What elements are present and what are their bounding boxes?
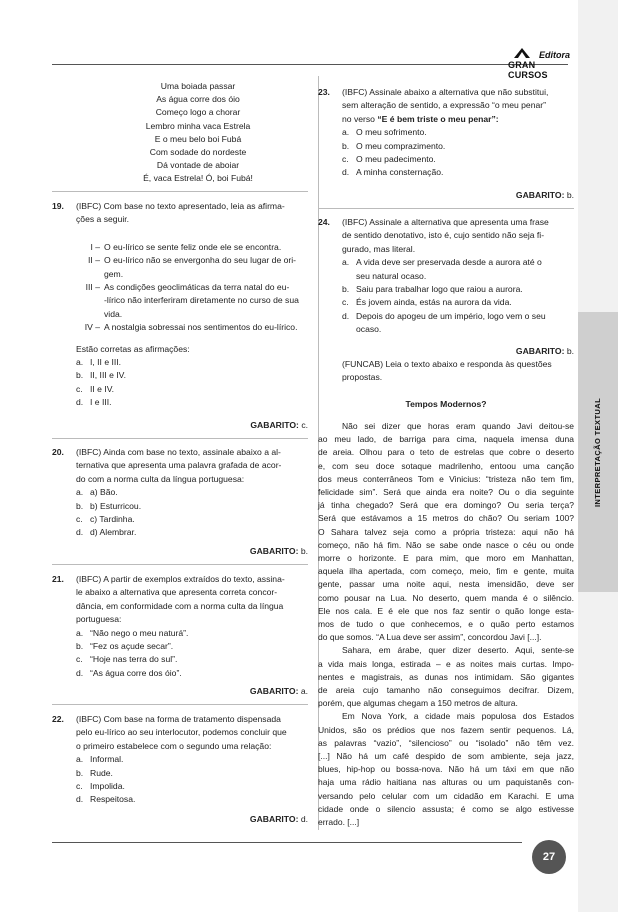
answer-option: b. “Fez os açude secar”.: [76, 641, 174, 652]
question-text: o primeiro estabelece com o segundo uma relação:: [76, 740, 272, 751]
answer-option: d. Depois do apogeu de um império, logo vem o seu ocaso.: [342, 310, 546, 335]
answer-option: c. O meu padecimento.: [342, 154, 436, 165]
question-text: no verso “E é bem triste o meu penar”:: [342, 113, 499, 124]
publisher-logo: [508, 46, 572, 80]
article-line: Não sei dizer que horas eram quando Javi deitou-se: [342, 421, 574, 431]
question-number: 22.: [52, 714, 64, 724]
answer-option: b. II, III e IV.: [76, 370, 126, 381]
question-text: sem alteração de sentido, a expressão “o meu penar”: [342, 100, 546, 111]
article-line: cidade onde o silencio assusta; é como se algo estivesse: [318, 803, 574, 814]
separator: [52, 564, 308, 565]
article-line: blues, hip-hop ou bossa-nova. Não há um táxi em que não: [318, 764, 574, 775]
question-text: (IBFC) Assinale a alternativa que apresenta uma frase: [342, 217, 549, 227]
separator: [52, 704, 308, 705]
brand-top: Editora: [538, 50, 570, 60]
answer-option: d. A minha consternação.: [342, 167, 444, 178]
question-text: (IBFC) Com base na forma de tratamento dispensada: [76, 714, 281, 724]
article-line: Em Nova York, a cidade mais populosa dos Estados: [342, 711, 574, 722]
statement-item: III – As condições geoclimáticas da terra natal do eu- -lírico não interferiram diretamente no curso de sua vida.: [85, 282, 299, 319]
answer-option: c. Impolida.: [76, 781, 125, 792]
question-text: dância, em conformidade com a norma culta da língua: [76, 600, 284, 611]
article-line: Unidos, são os prédios que nos fazem sentir pequenos. Lá,: [318, 724, 574, 735]
answer-option: a. a) Bão.: [76, 487, 118, 498]
poem-line: Com sodade do nordeste: [149, 147, 247, 158]
article-line: nentes e magistrais, as dunas nos intimidam. São gigantes: [318, 671, 574, 682]
question-number: 24.: [318, 217, 330, 227]
question-text: (IBFC) Com base no texto apresentado, leia as afirma-: [76, 201, 285, 211]
sidebar-section-label: INTERPRETAÇÃO TEXTUAL: [593, 397, 603, 507]
article-line: de areia cujo tamanho não conseguimos decifrar. Dizem,: [318, 685, 574, 696]
instructions: (FUNCAB) Leia o texto abaixo e responda às questões propostas.: [342, 359, 552, 383]
sidebar-tab: [578, 0, 618, 312]
answer-key: GABARITO: b.: [515, 190, 574, 200]
answer-option: c. c) Tardinha.: [76, 514, 135, 525]
separator: [52, 438, 308, 439]
question-number: 19.: [52, 201, 64, 211]
article-line: aquela ilha apertada, com começo, meio, fim e gente, muita: [318, 566, 574, 577]
separator: [318, 208, 574, 209]
article-line: a vida mais longa, estirada – e as noites mais curtas. Impo-: [318, 658, 574, 669]
article-line: de areia. Olhou para o teto de estrelas que cobre o deserto: [318, 447, 574, 458]
article-line: haja uma rádio haitiana nas alturas ou um paquistanês con-: [318, 777, 574, 788]
article-line: do que somos. “A Lua deve ser assim”, concordou Javi [...].: [318, 632, 542, 643]
question-text: (IBFC) Assinale abaixo a alternativa que não substitui,: [342, 87, 549, 97]
answer-option: c. II e IV.: [76, 383, 115, 394]
answer-option: d. I e III.: [76, 397, 112, 408]
question-text: gurado, mas literal.: [342, 243, 416, 254]
footer-rule: [52, 842, 522, 843]
answer-option: a. I, II e III.: [76, 357, 122, 368]
question-text: (IBFC) A partir de exemplos extraídos do texto, assina-: [76, 574, 285, 584]
answer-option: a. “Não nego o meu naturá”.: [76, 627, 189, 638]
article-line: as palavras “vazio”, “silencioso” ou “isolado” não têm vez.: [318, 737, 574, 748]
answer-option: d. Respeitosa.: [76, 794, 136, 805]
question-text: ternativa que apresenta uma palavra grafada de acor-: [76, 460, 282, 471]
sidebar-tab: [578, 592, 618, 912]
answer-option: c. “Hoje nas terra do sul”.: [76, 654, 178, 665]
article-line: já tinha chegado? Será que era domingo? Ou seria terça?: [318, 500, 574, 511]
answer-option: b. b) Esturricou.: [76, 500, 142, 511]
article-line: [...] Não há um café despido de som ambiente, seja jazz,: [318, 751, 574, 762]
header-rule: [52, 64, 568, 65]
page-number: 27: [532, 840, 566, 874]
answer-option: d. d) Alembrar.: [76, 527, 137, 538]
poem-line: Uma boiada passar: [160, 81, 236, 91]
article-line: começo, não há fim. Não se sabe onde nasce o céu ou onde: [318, 539, 574, 550]
answer-key: GABARITO: b.: [249, 546, 308, 556]
question-text: pelo eu-lírico ao seu interlocutor, podemos concluir que: [76, 727, 287, 738]
article-line: e, com seu doce sotaque madrilenho, entoou uma canção: [318, 460, 574, 471]
answer-key: GABARITO: d.: [249, 814, 308, 824]
poem-line: As água corre dos óio: [156, 94, 240, 105]
answer-option: a. O meu sofrimento.: [342, 127, 427, 138]
article-line: dos meus conterrâneos Tom e Vinicius: “tristeza não tem fim,: [318, 473, 574, 484]
article-line: Ele nos cala. E é ele que nos faz sentir o quão longe esta-: [318, 605, 574, 616]
poem: [98, 80, 298, 186]
question-text: le abaixo a alternativa que apresenta correta concor-: [76, 587, 278, 598]
question-text: ções a seguir.: [76, 214, 130, 225]
poem-line: Lembro minha vaca Estrela: [145, 120, 251, 131]
article-title: Tempos Modernos?: [405, 399, 487, 409]
separator: [52, 191, 308, 192]
poem-line: E o meu belo boi Fubá: [154, 133, 242, 144]
question-number: 21.: [52, 574, 64, 584]
answer-option: c. És jovem ainda, estás na aurora da vida.: [342, 297, 512, 308]
question-text: de sentido denotativo, isto é, cujo sentido não seja fi-: [342, 230, 545, 241]
answer-option: b. Rude.: [76, 767, 113, 778]
brand-bottom: GRAN CURSOS: [508, 60, 548, 80]
answer-key: GABARITO: c.: [250, 420, 308, 430]
article-line: Será que estávamos a 15 metros do chão? Ou seriam 100?: [318, 513, 574, 524]
answer-key: GABARITO: a.: [249, 686, 308, 696]
statement-item: II – O eu-lírico não se envergonha do seu lugar de ori- gem.: [88, 255, 297, 279]
question-text: portuguesa:: [76, 614, 122, 625]
answer-option: d. “As água corre dos óio”.: [76, 667, 182, 678]
poem-line: Começo logo a chorar: [155, 107, 241, 118]
article-line: como pousar na Lua. No deserto, quem manda é o silêncio.: [318, 592, 574, 603]
article-line: errado. [...]: [318, 817, 360, 828]
article-line: porém, que algumas chegam a 150 metros de altura.: [318, 698, 518, 709]
question-text: (IBFC) Ainda com base no texto, assinale abaixo a al-: [76, 447, 281, 457]
article-body: [318, 420, 574, 829]
article-line: ao meu lado, de barriga para cima, naquela imensa duna: [318, 434, 574, 445]
statement-item: IV – A nostalgia sobressai nos sentimentos do eu-lírico.: [84, 322, 298, 333]
article-line: Sahara, em árabe, quer dizer deserto. Aqui, sente-se: [342, 645, 574, 656]
answer-option: a. A vida deve ser preservada desde a aurora até o seu natural ocaso.: [342, 257, 542, 281]
question-number: 23.: [318, 87, 330, 97]
poem-line: Dá vontade de aboiar: [156, 160, 240, 171]
question-number: 20.: [52, 447, 64, 457]
article-line: felicidade sim”. Será que ainda era noite? Ou o dia seguinte: [318, 487, 574, 498]
logo-icon: [512, 46, 532, 60]
answer-option: a. Informal.: [76, 754, 124, 765]
article-line: mos de tudo o que conhecemos, e o quão perto estamos: [318, 619, 574, 630]
article-line: morre o horizonte. E para mim, que moro em Manhattan,: [318, 553, 574, 564]
answer-option: b. Saiu para trabalhar logo que raiou a aurora.: [342, 284, 523, 295]
answer-option: b. O meu comprazimento.: [342, 140, 446, 151]
article-line: gente, passar uma noite aqui, nesta imensidão, deve ser: [318, 579, 574, 590]
statement-item: I – O eu-lírico se sente feliz onde ele se encontra.: [90, 241, 282, 252]
article-line: versando pelo celular com um cidadão em Karachi. E uma: [318, 790, 574, 801]
poem-line: É, vaca Estrela! Ó, boi Fubá!: [143, 173, 253, 184]
answer-key: GABARITO: b.: [515, 346, 574, 356]
question-stem: Estão corretas as afirmações:: [76, 343, 190, 354]
question-text: do com a norma culta da língua portuguesa:: [76, 473, 245, 484]
article-line: O Sahara talvez seja como a própria tristeza: aqui não há: [318, 526, 574, 537]
